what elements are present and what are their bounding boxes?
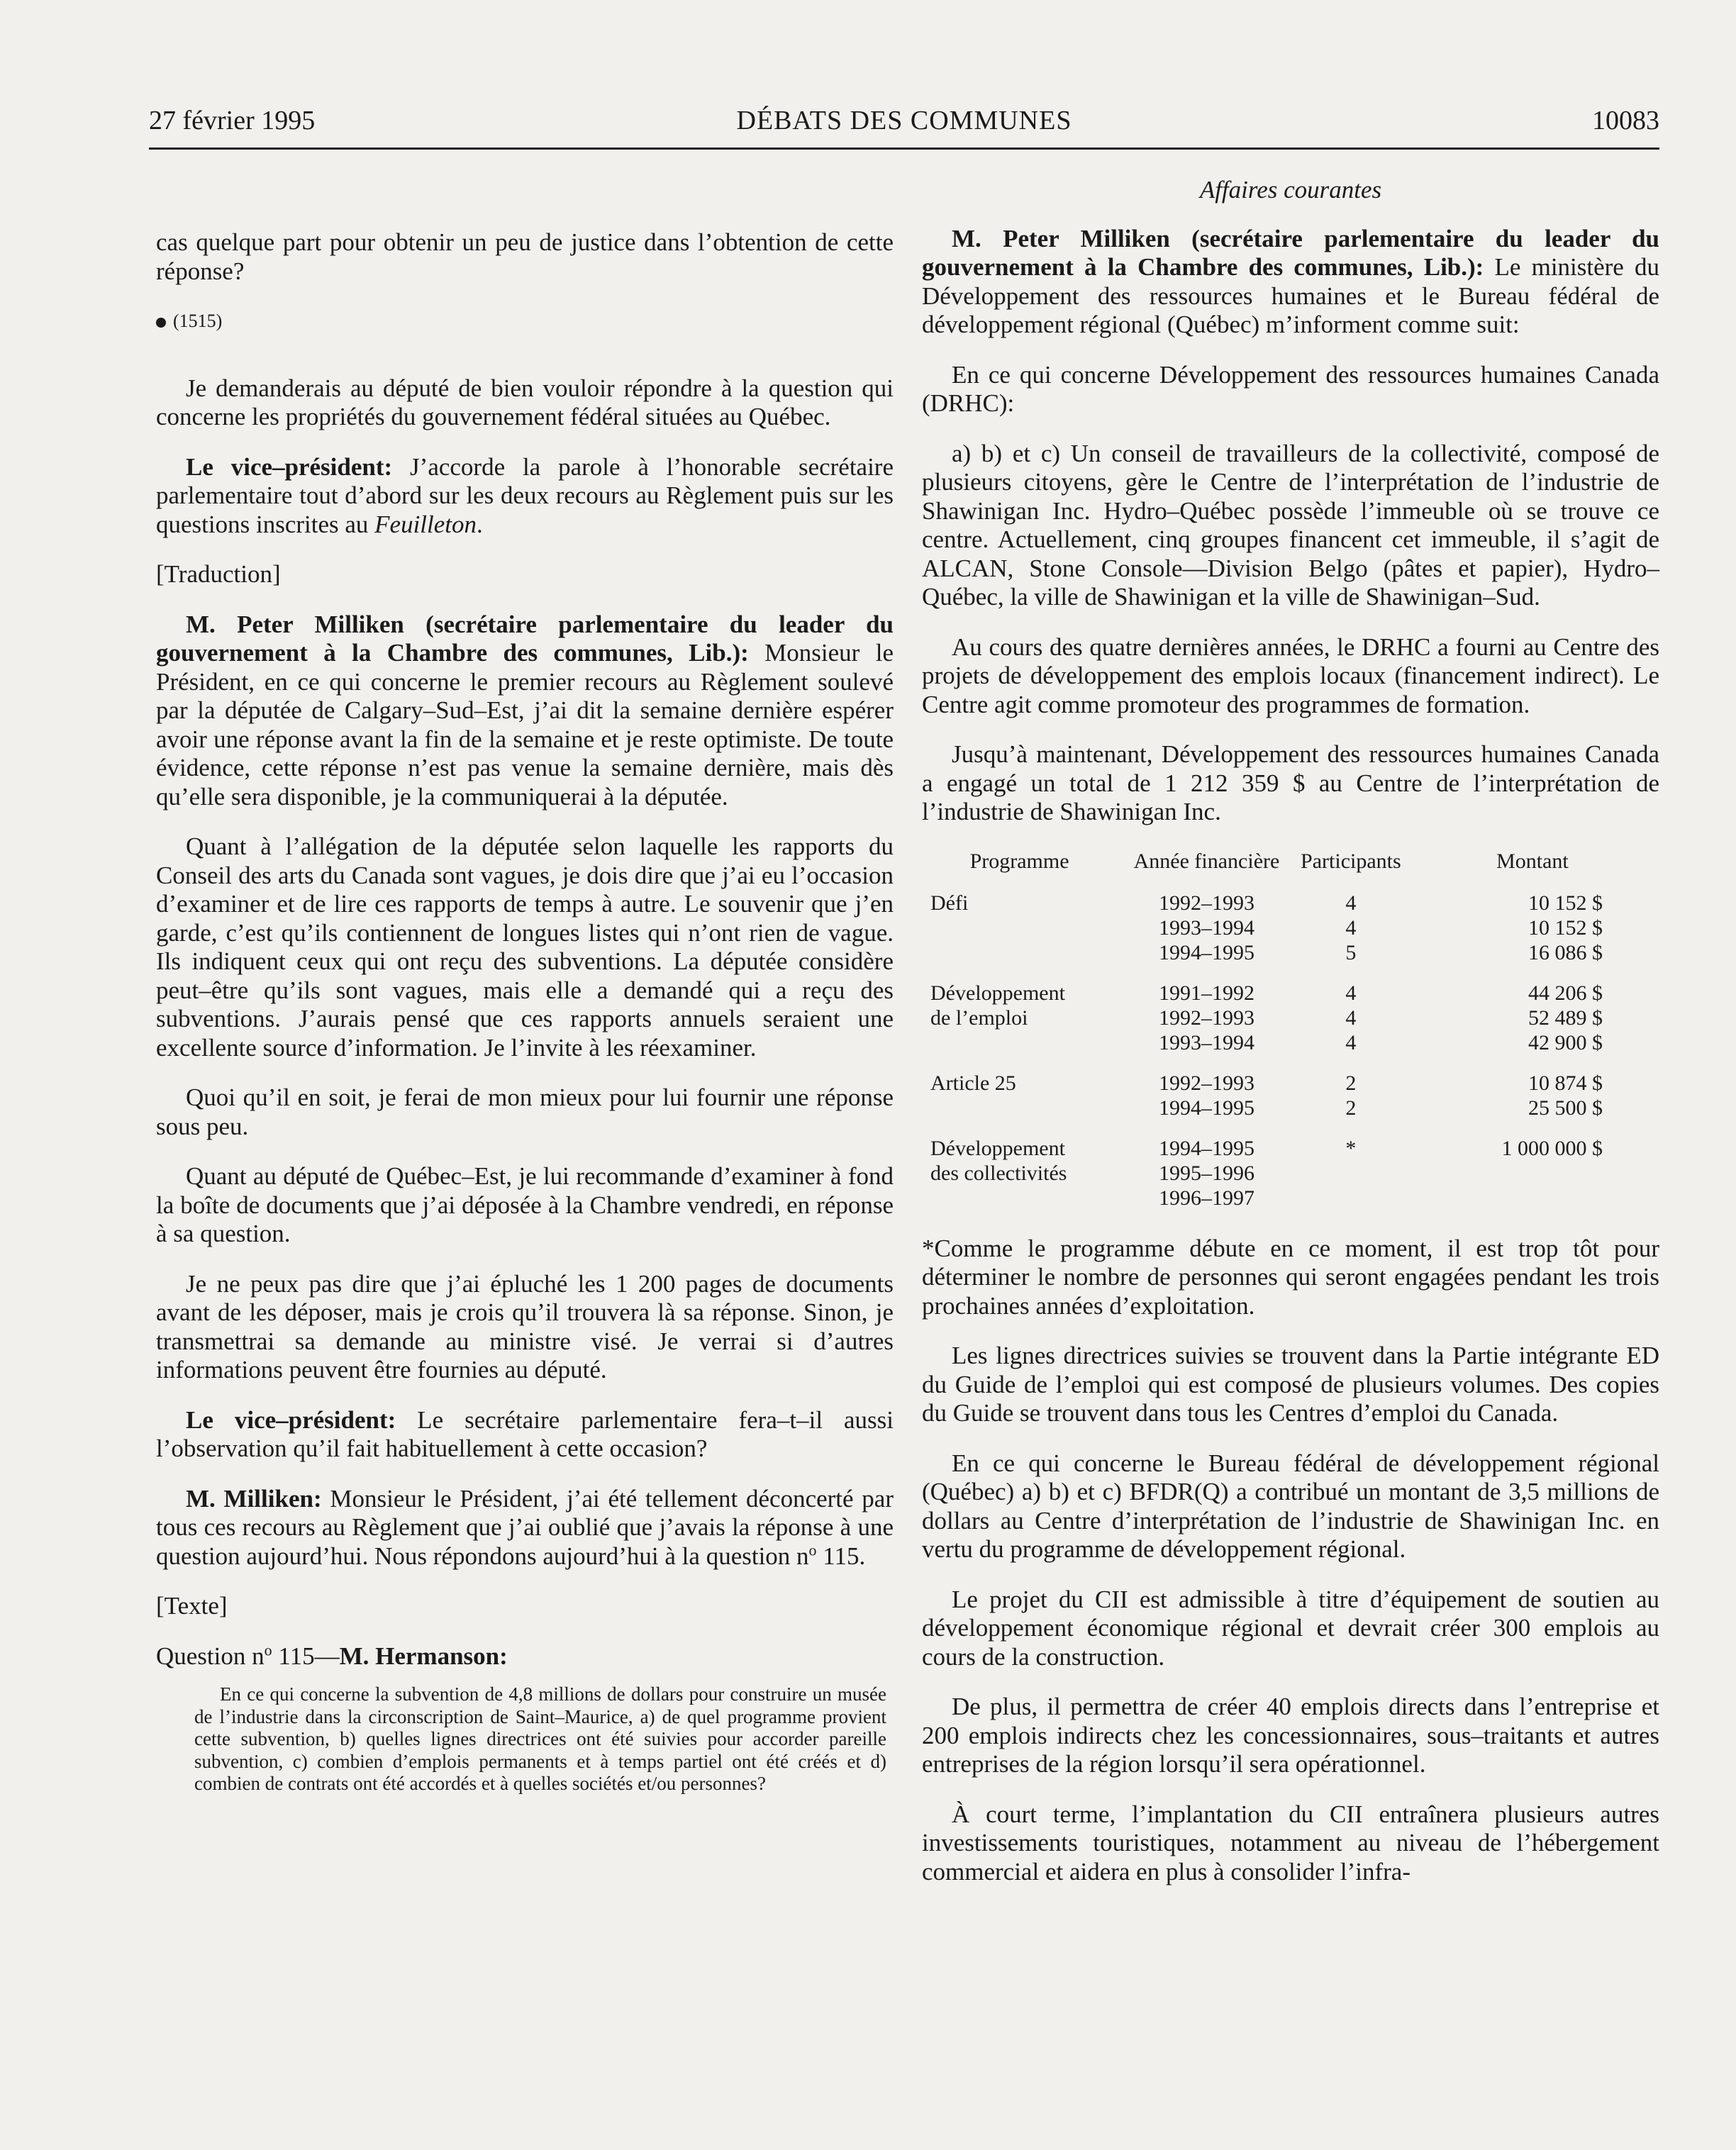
paragraph: Quant à l’allégation de la députée selon laquelle les rapports du Conseil des arts du Canada sont vagues, je dois dire que j’ai eu l’occasion d’examiner et de lire ces rapports de temps à autre. Le souvenir que j’en garde, c’est qu’ils contiennent de longues listes qui n’ont rien de vague. Ils indiquent ceux qui ont reçu des subventions. La députée considère peut–être qu’ils sont vagues, mais elle a demandé qui a reçu des subventions. J’aurais pensé que ces rapports annuels seraient une excellente source d’information. Je l’invite à les réexaminer. <box>156 832 894 1062</box>
table-cell <box>1296 1161 1406 1186</box>
table-cell: 1 000 000 $ <box>1501 1136 1603 1160</box>
table-cell: de l’emploi <box>930 1006 1028 1030</box>
speaker-name: Le vice–président: <box>186 452 393 481</box>
speech-text: Le secrétaire parlementaire fera–t–il aussi l’observation qu’il fait habituellement à cette occasion? <box>156 1405 894 1462</box>
speech-paragraph <box>922 225 1659 340</box>
section-heading: Affaires courantes <box>1199 176 1382 204</box>
superscript: o <box>264 1640 272 1659</box>
footnote: *Comme le programme débute en ce moment, il est trop tôt pour déterminer le nombre de personnes qui seront engagées pendant les trois prochaines années d’exploitation. <box>922 1234 1659 1320</box>
table-cell: 10 152 $ <box>1528 891 1603 915</box>
paragraph: Je demanderais au député de bien vouloir répondre à la question qui concerne les propriétés du gouvernement fédéral situées au Québec. <box>156 374 894 430</box>
speech-text: Monsieur le Président, j’ai été tellement déconcerté par tous ces recours au Règlement que j’ai oublié que j’avais la réponse à une question aujourd’hui. Nous répondons aujourd’hui à la question n <box>156 1484 894 1570</box>
table-cell: 10 874 $ <box>1528 1071 1603 1095</box>
table-row <box>922 1030 1659 1055</box>
paragraph: En ce qui concerne Développement des ressources humaines Canada (DRHC): <box>922 360 1659 417</box>
speaker-name: Le vice–président: <box>186 1405 396 1434</box>
speech-paragraph <box>156 1406 894 1464</box>
header-page-number: 10083 <box>1592 106 1659 135</box>
table-row <box>922 886 1659 915</box>
time-marker <box>156 307 894 336</box>
right-column <box>922 176 1659 1907</box>
speaker-name: M. Milliken: <box>186 1484 322 1513</box>
table-cell: 42 900 $ <box>1528 1030 1603 1054</box>
table-cell: 1992–1993 <box>1158 1071 1254 1095</box>
table-cell: 4 <box>1345 981 1357 1005</box>
question-number: 115— <box>272 1642 340 1670</box>
table-cell: 1992–1993 <box>1158 1006 1254 1030</box>
language-tag: [Texte] <box>156 1592 228 1620</box>
question-heading <box>156 1642 894 1671</box>
table-cell: 4 <box>1345 915 1357 940</box>
time-marker-text: (1515) <box>173 311 223 331</box>
table-cell: des collectivités <box>930 1161 1067 1185</box>
header-date: 27 février 1995 <box>149 106 316 135</box>
table-cell: 1996–1997 <box>1158 1186 1254 1210</box>
table-cell <box>922 1096 1117 1120</box>
paragraph: Les lignes directrices suivies se trouvent dans la Partie intégrante ED du Guide de l’emploi qui est composé de plusieurs volumes. Des copies du Guide se trouvent dans tous les Centres d’emploi du Canada. <box>922 1342 1659 1427</box>
table-cell: Développement <box>930 1136 1065 1160</box>
table-cell: 1994–1995 <box>1158 940 1254 964</box>
table-cell: 1994–1995 <box>1158 1096 1254 1120</box>
table-cell <box>1406 1186 1659 1210</box>
table-header: Montant <box>1496 849 1569 873</box>
table-row <box>922 1055 1659 1096</box>
speaker-name: M. Peter Milliken (secrétaire parlementaire du leader du gouvernement à la Chambre des communes, Lib.): <box>156 610 894 667</box>
table-header-row <box>922 848 1659 886</box>
paragraph: Quant au député de Québec–Est, je lui recommande d’examiner à fond la boîte de documents que j’ai déposée à la Chambre vendredi, en réponse à sa question. <box>156 1162 894 1247</box>
table-cell <box>922 1030 1117 1055</box>
table-cell: 16 086 $ <box>1528 940 1603 964</box>
table-cell: 10 152 $ <box>1528 915 1603 940</box>
table-cell: 5 <box>1345 940 1357 964</box>
table-cell: 1994–1995 <box>1158 1136 1254 1160</box>
question-author: M. Hermanson: <box>339 1642 508 1670</box>
table-header: Programme <box>969 849 1069 873</box>
speech-paragraph <box>156 1485 894 1571</box>
paragraph: cas quelque part pour obtenir un peu de justice dans l’obtention de cette réponse? <box>156 228 894 285</box>
speech-text: . <box>477 510 483 538</box>
speech-text: J’accorde la parole à l’honorable secrétaire parlementaire tout d’abord sur les deux recours au Règlement puis sur les questions inscrites au <box>156 452 894 538</box>
table-cell: 52 489 $ <box>1528 1006 1603 1030</box>
table-header: Participants <box>1301 849 1401 873</box>
table-cell: Article 25 <box>930 1071 1016 1095</box>
question-prefix: Question n <box>156 1642 265 1670</box>
table-cell <box>922 940 1117 965</box>
speech-text: Monsieur le Président, en ce qui concerne le premier recours au Règlement soulevé par la députée de Calgary–Sud–Est, j’ai dit la semaine dernière espérer avoir une réponse avant la fin de la semaine et je reste optimiste. De toute évidence, cette réponse n’est pas venue la semaine dernière, mais dès qu’elle sera disponible, je la communiquerai à la députée. <box>156 639 894 811</box>
table-header: Année financière <box>1133 849 1280 873</box>
paragraph: À court terme, l’implantation du CII entraînera plusieurs autres investissements touristiques, notamment au niveau de l’hébergement commercial et aidera en plus à consolider l’infra- <box>922 1800 1659 1886</box>
header-title: DÉBATS DES COMMUNES <box>736 106 1072 135</box>
paragraph: Jusqu’à maintenant, Développement des ressources humaines Canada a engagé un total de 1 212 359 $ au Centre de l’interprétation de l’industrie de Shawinigan Inc. <box>922 740 1659 825</box>
table-cell: 1995–1996 <box>1158 1161 1254 1185</box>
table-cell <box>1406 1161 1659 1186</box>
table-cell: 1991–1992 <box>1158 981 1254 1005</box>
speaker-name: M. Peter Milliken (secrétaire parlementaire du leader du gouvernement à la Chambre des communes, Lib.): <box>922 224 1659 281</box>
table-cell: 1993–1994 <box>1158 1030 1254 1054</box>
table-cell: 25 500 $ <box>1528 1096 1603 1120</box>
table-cell: 44 206 $ <box>1528 981 1603 1005</box>
speech-text: Le ministère du Développement des ressources humaines et le Bureau fédéral de développement régional (Québec) m’informent comme suit: <box>922 253 1660 338</box>
page-header <box>149 105 1659 147</box>
table-row <box>922 965 1659 1006</box>
paragraph: De plus, il permettra de créer 40 emplois directs dans l’entreprise et 200 emplois indirects chez les concessionnaires, sous–traitants et autres entreprises de la région lorsqu’il sera opérationnel. <box>922 1693 1659 1778</box>
table-cell <box>1296 1186 1406 1210</box>
bullet-icon <box>156 318 166 328</box>
table-row <box>922 915 1659 940</box>
table-cell: Défi <box>930 891 969 915</box>
table-row <box>922 1120 1659 1161</box>
speech-paragraph <box>156 453 894 540</box>
paragraph: Au cours des quatre dernières années, le DRHC a fourni au Centre des projets de développement des emplois locaux (financement indirect). Le Centre agit comme promoteur des programmes de formation. <box>922 633 1659 718</box>
italic-text: Feuilleton <box>374 510 477 538</box>
paragraph: En ce qui concerne le Bureau fédéral de développement régional (Québec) a) b) et c) BFDR(Q) a contribué un montant de 3,5 millions de dollars au Centre d’interprétation de l’industrie de Shawinigan Inc. en vertu du programme de développement régional. <box>922 1449 1659 1563</box>
table-cell: 4 <box>1345 1006 1357 1030</box>
table-cell: Développement <box>930 981 1065 1005</box>
question-text: En ce qui concerne la subvention de 4,8 millions de dollars pour construire un musée de l’industrie dans la circonscription de Saint–Maurice, a) de quel programme provient cette subvention, b) quelles lignes directrices ont été suivies pour accorder pareille subvention, c) combien d’emplois permanents et à temps partiel ont été créés et d) combien de contrats ont été accordés et à quelles sociétés et/ou personnes? <box>194 1683 886 1794</box>
table-cell: 4 <box>1345 1030 1357 1054</box>
table-row <box>922 1096 1659 1120</box>
paragraph: a) b) et c) Un conseil de travailleurs de la collectivité, composé de plusieurs citoyens, gère le Centre de l’interprétation de l’industrie de Shawinigan Inc. Hydro–Québec possède l’immeuble où se trouve ce centre. Actuellement, cinq groupes financent cet immeuble, il s’agit de ALCAN, Stone Console—Division Belgo (pâtes et papier), Hydro–Québec, la ville de Shawinigan et la ville de Shawinigan–Sud. <box>922 439 1659 611</box>
header-rule <box>149 147 1659 150</box>
paragraph: Je ne peux pas dire que j’ai épluché les 1 200 pages de documents avant de les déposer, mais je crois qu’il trouvera là sa réponse. Sinon, je transmettrai sa demande au ministre visé. Je verrai si d’autres informations peuvent être fournies au député. <box>156 1269 894 1383</box>
program-table <box>922 848 1659 1210</box>
table-row <box>922 1161 1659 1186</box>
table-row <box>922 940 1659 965</box>
paragraph: Quoi qu’il en soit, je ferai de mon mieux pour lui fournir une réponse sous peu. <box>156 1084 894 1140</box>
table-cell: 1992–1993 <box>1158 891 1254 915</box>
speech-paragraph <box>156 611 894 812</box>
table-cell <box>922 915 1117 940</box>
language-tag: [Traduction] <box>156 560 281 588</box>
table-cell <box>922 1186 1117 1210</box>
table-cell: 4 <box>1345 891 1357 915</box>
table-cell: 2 <box>1345 1071 1357 1095</box>
table-row <box>922 1186 1659 1210</box>
paragraph: Le projet du CII est admissible à titre d’équipement de soutien au développement économique régional et devrait créer 300 emplois au cours de la construction. <box>922 1585 1659 1671</box>
table-cell: * <box>1345 1136 1357 1160</box>
table-cell: 2 <box>1345 1096 1357 1120</box>
table-row <box>922 1006 1659 1030</box>
table-cell: 1993–1994 <box>1158 915 1254 940</box>
superscript: o <box>808 1540 817 1559</box>
left-column <box>156 228 894 1795</box>
speech-text: 115. <box>816 1542 866 1570</box>
